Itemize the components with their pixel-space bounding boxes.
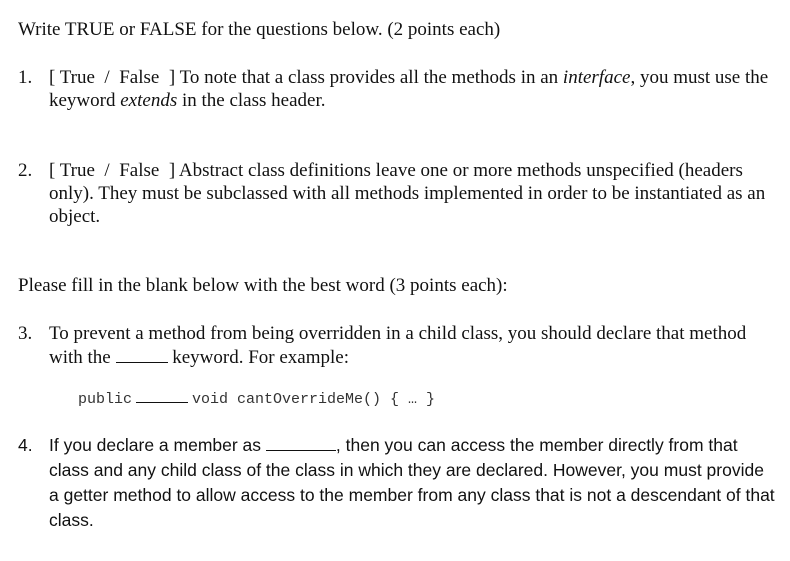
- question-text: in the class header.: [177, 90, 326, 111]
- code-example: [78, 390, 435, 410]
- question-body: [49, 159, 778, 228]
- question-number: 3.: [18, 323, 33, 344]
- code-signature: void cantOverrideMe() { … }: [192, 391, 436, 408]
- question-text: If you declare a member as: [49, 435, 266, 455]
- answer-blank[interactable]: [116, 345, 168, 363]
- code-keyword: public: [78, 391, 133, 408]
- question-4: [18, 433, 778, 533]
- true-false-options[interactable]: [ True / False ]: [49, 67, 176, 88]
- italic-term: extends: [120, 90, 178, 111]
- fill-heading: Please fill in the blank below with the best word (3 points each):: [18, 275, 508, 296]
- true-false-options[interactable]: [ True / False ]: [49, 160, 176, 181]
- question-body: [49, 433, 778, 533]
- question-2: [18, 159, 778, 228]
- question-text: keyword. For example:: [167, 347, 350, 368]
- question-3: [18, 322, 778, 369]
- question-number: 1.: [18, 67, 33, 88]
- question-text: , you must use the keyword: [49, 67, 769, 111]
- question-1: [18, 66, 778, 112]
- question-body: [49, 66, 778, 112]
- question-number: 4.: [18, 435, 33, 455]
- question-body: [49, 322, 778, 369]
- question-number: 2.: [18, 160, 33, 181]
- question-text: To note that a class provides all the methods in an: [179, 67, 563, 88]
- answer-blank[interactable]: [266, 435, 336, 451]
- italic-term: interface: [562, 67, 631, 88]
- question-text: Abstract class definitions leave one or more methods unspecified (headers only). They must be subclassed with all methods implemented in order to be instantiated as an object.: [49, 160, 766, 227]
- question-text: , then you can access the member directly from that class and any child class of the class in which they are declared. However, you must provide a getter method to allow access to the member from any class that is not a descendant of that class.: [49, 435, 775, 530]
- question-text: To prevent a method from being overridden in a child class, you should declare that method with the: [49, 323, 747, 368]
- tf-heading: Write TRUE or FALSE for the questions below. (2 points each): [18, 19, 501, 40]
- code-blank[interactable]: [136, 390, 188, 403]
